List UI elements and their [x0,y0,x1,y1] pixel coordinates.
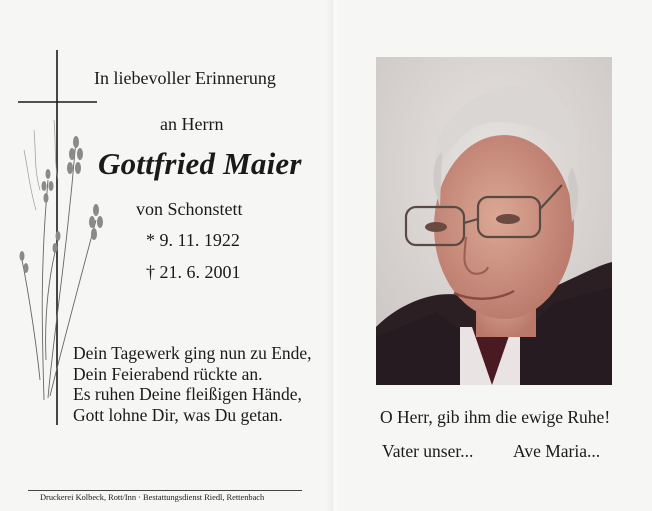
death-date: † 21. 6. 2001 [146,262,241,282]
birth-date: * 9. 11. 1922 [146,230,240,250]
verse-line: Dein Feierabend rückte an. [73,363,263,384]
prayer-text: O Herr, gib ihm die ewige Ruhe! [380,407,611,427]
verse-line: Gott lohne Dir, was Du getan. [73,404,283,425]
origin-text: von Schonstett [136,199,243,219]
right-panel [340,0,652,511]
portrait-photo [376,57,612,385]
footer-divider [28,490,302,491]
memorial-verse [73,343,312,425]
verse-line: Dein Tagewerk ging nun zu Ende, [73,343,312,363]
intro-text: In liebevoller Erinnerung [94,68,276,88]
vater-unser-text: Vater unser... [382,441,474,461]
salutation-text: an Herrn [160,114,224,134]
ave-maria-text: Ave Maria... [513,441,601,461]
deceased-name: Gottfried Maier [98,146,302,181]
verse-line: Es ruhen Deine fleißigen Hände, [73,384,302,404]
portrait-illustration [376,57,612,385]
printer-credit: Druckerei Kolbeck, Rott/Inn · Bestattungsdienst Riedl, Rettenbach [40,493,265,502]
